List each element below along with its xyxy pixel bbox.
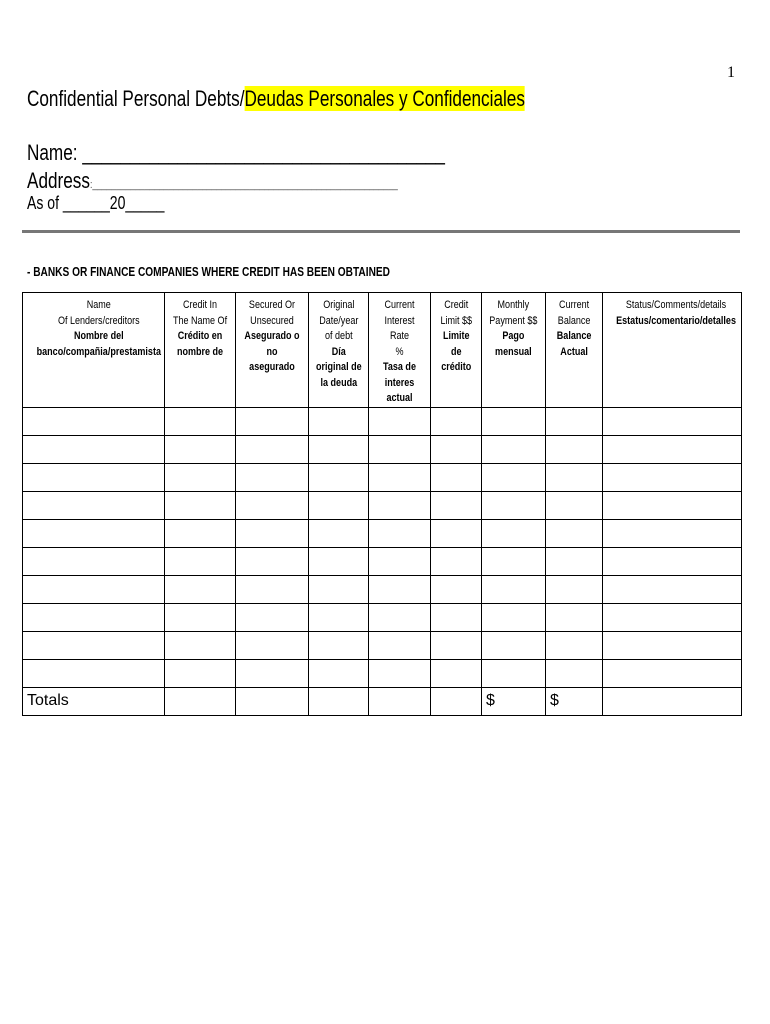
column-header-current-balance xyxy=(546,293,603,408)
cell-credit-in-name-of[interactable] xyxy=(165,659,236,687)
column-header-text xyxy=(242,298,301,376)
table-row xyxy=(23,463,742,491)
header-english-line: Balance xyxy=(557,314,591,327)
cell-current-balance[interactable] xyxy=(546,519,603,547)
cell-lender-name[interactable] xyxy=(23,575,165,603)
cell-credit-in-name-of[interactable] xyxy=(165,435,236,463)
cell-lender-name[interactable] xyxy=(23,519,165,547)
cell-credit-in-name-of[interactable] xyxy=(165,547,236,575)
cell-credit-limit[interactable] xyxy=(431,519,482,547)
cell-status-comments[interactable] xyxy=(603,491,742,519)
asof-blank-2[interactable]: _____ xyxy=(125,193,165,213)
cell-status-comments[interactable] xyxy=(603,547,742,575)
cell-current-balance[interactable] xyxy=(546,491,603,519)
cell-secured-unsecured[interactable] xyxy=(236,659,309,687)
cell-lender-name[interactable] xyxy=(23,603,165,631)
header-spanish-line: nombre de xyxy=(176,345,224,358)
cell-original-date[interactable] xyxy=(309,547,369,575)
header-english-line: Credit In xyxy=(182,299,218,311)
header-english-line: Status/Comments/details xyxy=(625,299,727,311)
cell-interest-rate[interactable] xyxy=(369,491,431,519)
cell-current-balance[interactable] xyxy=(546,407,603,435)
header-spanish-line: original de xyxy=(315,361,362,373)
address-blank[interactable]: :________________________________________________________________ xyxy=(89,179,398,191)
cell-monthly-payment[interactable] xyxy=(482,575,546,603)
totals-cell-lender-name: Totals xyxy=(23,687,165,715)
totals-cell-credit-limit[interactable] xyxy=(431,687,482,715)
cell-monthly-payment[interactable] xyxy=(482,491,546,519)
totals-cell-monthly-payment[interactable]: $ xyxy=(482,687,546,715)
header-english-line: Monthly xyxy=(497,299,530,311)
divider xyxy=(22,230,740,233)
totals-cell-status-comments[interactable] xyxy=(603,687,742,715)
cell-secured-unsecured[interactable] xyxy=(236,491,309,519)
column-header-text xyxy=(173,298,227,360)
totals-cell-credit-in-name-of[interactable] xyxy=(165,687,236,715)
header-spanish-line: de xyxy=(450,345,462,358)
cell-secured-unsecured[interactable] xyxy=(236,603,309,631)
cell-credit-limit[interactable] xyxy=(431,659,482,687)
cell-lender-name[interactable] xyxy=(23,547,165,575)
cell-secured-unsecured[interactable] xyxy=(236,435,309,463)
column-header-credit-limit xyxy=(431,293,482,408)
cell-secured-unsecured[interactable] xyxy=(236,519,309,547)
cell-lender-name[interactable] xyxy=(23,463,165,491)
cell-current-balance[interactable] xyxy=(546,659,603,687)
cell-interest-rate[interactable] xyxy=(369,407,431,435)
cell-credit-limit[interactable] xyxy=(431,547,482,575)
column-header-monthly-payment xyxy=(482,293,546,408)
table-row xyxy=(23,575,742,603)
cell-original-date[interactable] xyxy=(309,631,369,659)
cell-status-comments[interactable] xyxy=(603,519,742,547)
cell-monthly-payment[interactable] xyxy=(482,519,546,547)
column-header-text xyxy=(316,298,362,391)
cell-status-comments[interactable] xyxy=(603,463,742,491)
header-spanish-line: banco/compañia/prestamista xyxy=(36,345,161,358)
asof-label: As of xyxy=(27,193,63,213)
totals-row xyxy=(23,687,742,715)
cell-lender-name[interactable] xyxy=(23,659,165,687)
column-header-text xyxy=(374,298,424,407)
header-english-line: % xyxy=(395,345,404,358)
cell-credit-limit[interactable] xyxy=(431,463,482,491)
cell-status-comments[interactable] xyxy=(603,603,742,631)
cell-current-balance[interactable] xyxy=(546,603,603,631)
debts-table xyxy=(22,292,742,716)
cell-secured-unsecured[interactable] xyxy=(236,575,309,603)
cell-monthly-payment[interactable] xyxy=(482,463,546,491)
cell-monthly-payment[interactable] xyxy=(482,547,546,575)
header-english-line: Date/year xyxy=(318,314,359,327)
cell-credit-limit[interactable] xyxy=(431,603,482,631)
cell-status-comments[interactable] xyxy=(603,435,742,463)
name-blank[interactable]: ______________________________________ xyxy=(82,140,445,165)
cell-monthly-payment[interactable] xyxy=(482,435,546,463)
totals-cell-interest-rate[interactable] xyxy=(369,687,431,715)
column-header-text xyxy=(557,298,592,360)
header-english-line: Current xyxy=(558,299,590,311)
cell-secured-unsecured[interactable] xyxy=(236,463,309,491)
cell-status-comments[interactable] xyxy=(603,575,742,603)
table-row xyxy=(23,603,742,631)
cell-status-comments[interactable] xyxy=(603,407,742,435)
header-english-line: Limit $$ xyxy=(440,314,472,327)
cell-interest-rate[interactable] xyxy=(369,659,431,687)
cell-current-balance[interactable] xyxy=(546,631,603,659)
cell-original-date[interactable] xyxy=(309,659,369,687)
header-spanish-line: Asegurado o xyxy=(244,330,300,342)
column-header-secured-unsecured xyxy=(236,293,309,408)
header-spanish-line: interes xyxy=(384,376,415,389)
cell-current-balance[interactable] xyxy=(546,575,603,603)
column-header-text xyxy=(489,298,537,360)
table-row xyxy=(23,547,742,575)
column-header-status-comments xyxy=(603,293,742,408)
header-spanish-line: Actual xyxy=(560,345,588,358)
cell-original-date[interactable] xyxy=(309,575,369,603)
header-spanish-line: Nombre del xyxy=(73,330,124,342)
header-english-line: The Name Of xyxy=(172,314,228,327)
header-spanish-line: Día xyxy=(331,345,346,358)
header-english-line: Payment $$ xyxy=(489,314,538,327)
table-header-row xyxy=(23,293,742,408)
column-header-original-date xyxy=(309,293,369,408)
cell-credit-in-name-of[interactable] xyxy=(165,631,236,659)
table-row xyxy=(23,435,742,463)
cell-original-date[interactable] xyxy=(309,603,369,631)
cell-secured-unsecured[interactable] xyxy=(236,407,309,435)
cell-monthly-payment[interactable] xyxy=(482,659,546,687)
asof-blank-1[interactable]: ______ xyxy=(62,193,110,213)
cell-interest-rate[interactable] xyxy=(369,547,431,575)
title-spanish-highlighted: Deudas Personales y Confidenciales xyxy=(244,86,525,111)
cell-status-comments[interactable] xyxy=(603,659,742,687)
cell-lender-name[interactable] xyxy=(23,631,165,659)
cell-credit-limit[interactable] xyxy=(431,575,482,603)
column-header-text xyxy=(440,298,472,376)
cell-interest-rate[interactable] xyxy=(369,463,431,491)
cell-credit-in-name-of[interactable] xyxy=(165,407,236,435)
header-english-line: Of Lenders/creditors xyxy=(57,314,140,327)
cell-interest-rate[interactable] xyxy=(369,435,431,463)
header-spanish-line: Tasa de xyxy=(383,361,416,373)
header-english-line: Current xyxy=(384,299,415,311)
header-spanish-line: actual xyxy=(386,392,413,404)
totals-cell-original-date[interactable] xyxy=(309,687,369,715)
cell-original-date[interactable] xyxy=(309,491,369,519)
header-english-line: of debt xyxy=(324,330,353,342)
cell-interest-rate[interactable] xyxy=(369,603,431,631)
cell-interest-rate[interactable] xyxy=(369,575,431,603)
header-spanish-line: Balance xyxy=(556,330,592,342)
header-spanish-line: Pago xyxy=(502,330,525,342)
header-english-line: Credit xyxy=(443,299,469,311)
header-spanish-line: Limite xyxy=(442,330,470,342)
cell-current-balance[interactable] xyxy=(546,435,603,463)
header-spanish-line: crédito xyxy=(440,361,472,373)
cell-credit-limit[interactable] xyxy=(431,491,482,519)
cell-lender-name[interactable] xyxy=(23,435,165,463)
header-english-line: Interest Rate xyxy=(384,314,415,342)
header-spanish-line: la deuda xyxy=(320,376,357,389)
cell-original-date[interactable] xyxy=(309,463,369,491)
name-label: Name: xyxy=(27,140,83,165)
page-title xyxy=(27,86,665,112)
cell-original-date[interactable] xyxy=(309,519,369,547)
cell-current-balance[interactable] xyxy=(546,463,603,491)
cell-interest-rate[interactable] xyxy=(369,519,431,547)
cell-monthly-payment[interactable] xyxy=(482,603,546,631)
header-english-line: Name xyxy=(86,299,111,311)
column-header-lender-name xyxy=(23,293,165,408)
cell-lender-name[interactable] xyxy=(23,407,165,435)
header-english-line: Original xyxy=(322,299,355,311)
totals-cell-secured-unsecured[interactable] xyxy=(236,687,309,715)
table-row xyxy=(23,407,742,435)
table-row xyxy=(23,659,742,687)
header-spanish-line: Crédito en xyxy=(177,330,223,342)
asof-year: 20 xyxy=(109,193,126,213)
cell-secured-unsecured[interactable] xyxy=(236,547,309,575)
header-spanish-line: mensual xyxy=(495,345,532,358)
cell-lender-name[interactable] xyxy=(23,491,165,519)
cell-credit-in-name-of[interactable] xyxy=(165,603,236,631)
table-row xyxy=(23,631,742,659)
title-english: Confidential Personal Debts/ xyxy=(27,86,245,111)
column-header-credit-in-name-of xyxy=(165,293,236,408)
table-row xyxy=(23,491,742,519)
cell-interest-rate[interactable] xyxy=(369,631,431,659)
column-header-text xyxy=(616,298,736,329)
header-english-line: Unsecured xyxy=(250,314,294,327)
cell-monthly-payment[interactable] xyxy=(482,407,546,435)
column-header-text xyxy=(37,298,161,360)
cell-current-balance[interactable] xyxy=(546,547,603,575)
totals-cell-current-balance[interactable]: $ xyxy=(546,687,603,715)
cell-credit-in-name-of[interactable] xyxy=(165,491,236,519)
cell-original-date[interactable] xyxy=(309,407,369,435)
cell-secured-unsecured[interactable] xyxy=(236,631,309,659)
address-label: Address xyxy=(27,168,90,193)
section-title: - BANKS OR FINANCE COMPANIES WHERE CREDIT HAS BEEN OBTAINED xyxy=(27,264,390,279)
page-number: 1 xyxy=(727,64,735,81)
cell-credit-limit[interactable] xyxy=(431,631,482,659)
column-header-interest-rate xyxy=(369,293,431,408)
cell-status-comments[interactable] xyxy=(603,631,742,659)
as-of-field[interactable] xyxy=(27,193,203,214)
table-row xyxy=(23,519,742,547)
cell-credit-in-name-of[interactable] xyxy=(165,575,236,603)
cell-credit-limit[interactable] xyxy=(431,407,482,435)
cell-monthly-payment[interactable] xyxy=(482,631,546,659)
cell-credit-in-name-of[interactable] xyxy=(165,463,236,491)
address-field[interactable] xyxy=(27,168,502,194)
header-spanish-line: Estatus/comentario/detalles xyxy=(616,314,736,327)
cell-original-date[interactable] xyxy=(309,435,369,463)
header-english-line: Secured Or xyxy=(248,299,296,311)
cell-credit-limit[interactable] xyxy=(431,435,482,463)
cell-credit-in-name-of[interactable] xyxy=(165,519,236,547)
name-field[interactable] xyxy=(27,140,563,166)
header-spanish-line: no asegurado xyxy=(249,345,295,373)
